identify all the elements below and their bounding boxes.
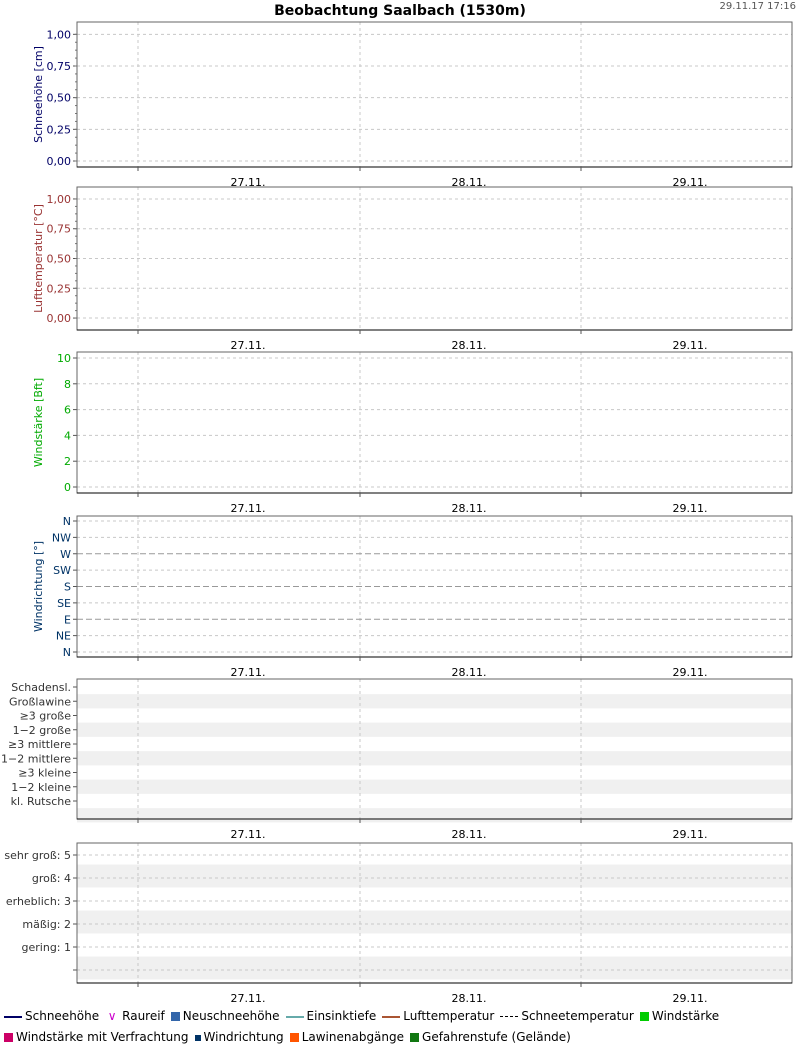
legend-label: Schneehöhe — [25, 1009, 100, 1023]
legend-label: Gefahrenstufe (Gelände) — [422, 1030, 571, 1044]
legend-dash-icon — [500, 1016, 518, 1017]
legend-label: Lufttemperatur — [403, 1009, 495, 1023]
y-axis-title: Windrichtung [°] — [32, 540, 45, 633]
y-tick-label: Großlawine — [8, 695, 71, 709]
y-axis-title: Schneehöhe [cm] — [32, 46, 45, 143]
y-tick-label: 0,25 — [46, 282, 71, 296]
y-tick-label: gering: 1 — [21, 941, 71, 954]
y-tick-label: 6 — [64, 403, 71, 417]
y-tick-label: 1−2 kleine — [11, 780, 71, 794]
y-tick-label: SW — [53, 564, 71, 578]
legend-item — [640, 1006, 719, 1027]
legend-square-icon — [171, 1012, 180, 1021]
y-tick-label: erheblich: 3 — [5, 895, 71, 908]
band-row — [77, 694, 792, 708]
legend-label: Windrichtung — [203, 1030, 284, 1044]
legend-v-icon: ∨ — [107, 1009, 117, 1023]
y-tick-label: W — [60, 547, 71, 561]
legend-square-icon — [410, 1033, 419, 1042]
x-tick-label: 29.11. — [672, 339, 708, 352]
y-tick-label: 1,00 — [46, 28, 71, 42]
legend-label: Neuschneehöhe — [182, 1009, 280, 1023]
y-tick-label: 0,75 — [46, 222, 71, 236]
legend-label: Windstärke mit Verfrachtung — [16, 1030, 189, 1044]
y-tick-label: 2 — [64, 455, 71, 469]
y-tick-label: 4 — [64, 429, 71, 443]
legend-label: Einsinktiefe — [306, 1009, 377, 1023]
y-tick-label: 0,25 — [46, 123, 71, 137]
legend-line-icon — [286, 1016, 304, 1018]
legend — [4, 1006, 796, 1048]
legend-square-icon — [290, 1033, 299, 1042]
y-tick-label: NE — [55, 629, 71, 643]
band-row — [77, 865, 792, 888]
band-row — [77, 808, 792, 822]
y-tick-label: SE — [57, 596, 71, 610]
y-tick-label: 0,00 — [46, 155, 71, 168]
y-tick-label: 0 — [64, 481, 71, 494]
legend-item — [382, 1006, 494, 1027]
y-tick-label: 8 — [64, 377, 71, 391]
y-tick-label: 1−2 mittlere — [1, 752, 71, 766]
y-tick-label: N — [62, 515, 71, 528]
x-tick-label: 29.11. — [672, 828, 708, 841]
y-tick-label: 10 — [57, 352, 71, 365]
band-row — [77, 957, 792, 980]
y-tick-label: 1−2 große — [12, 723, 71, 737]
y-tick-label: N — [62, 646, 71, 659]
y-tick-label: ≥3 mittlere — [8, 738, 71, 751]
legend-label: Lawinenabgänge — [301, 1030, 405, 1044]
band-row — [77, 751, 792, 765]
y-tick-label: groß: 4 — [31, 872, 71, 885]
y-tick-label: E — [64, 613, 71, 627]
x-tick-label: 27.11. — [230, 176, 266, 189]
legend-square-icon — [4, 1033, 13, 1042]
legend-label: Schneetemperatur — [521, 1009, 634, 1023]
x-tick-label: 29.11. — [672, 502, 708, 515]
x-tick-label: 29.11. — [672, 176, 708, 189]
legend-item — [286, 1006, 377, 1027]
legend-item — [171, 1006, 280, 1027]
legend-item — [105, 1006, 165, 1027]
plot-frame — [77, 352, 792, 493]
x-tick-label: 28.11. — [451, 828, 487, 841]
band-row — [77, 911, 792, 934]
y-tick-label: ≥3 große — [19, 709, 71, 723]
x-tick-label: 29.11. — [672, 666, 708, 679]
x-tick-label: 28.11. — [451, 176, 487, 189]
x-tick-label: 28.11. — [451, 502, 487, 515]
plot-frame — [77, 22, 792, 167]
y-tick-label: sehr groß: 5 — [4, 849, 71, 862]
band-row — [77, 780, 792, 794]
y-tick-label: Schadensl. — [11, 681, 71, 694]
chart-title: Beobachtung Saalbach (1530m) — [274, 3, 526, 19]
x-tick-label: 27.11. — [230, 828, 266, 841]
legend-item — [290, 1027, 404, 1048]
y-tick-label: kl. Rutsche — [10, 795, 71, 808]
y-tick-label: 0,00 — [46, 312, 71, 326]
legend-item — [195, 1027, 284, 1048]
y-tick-label: 0,75 — [46, 60, 71, 73]
y-axis-title: Lufttemperatur [°C] — [32, 204, 45, 313]
x-tick-label: 29.11. — [672, 992, 708, 1005]
legend-square-icon — [195, 1035, 201, 1041]
legend-item — [4, 1027, 189, 1048]
x-tick-label: 27.11. — [230, 992, 266, 1005]
y-axis-title: Windstärke [Bft] — [32, 377, 45, 468]
legend-line-icon — [382, 1016, 400, 1018]
x-tick-label: 27.11. — [230, 666, 266, 679]
band-row — [77, 723, 792, 737]
x-tick-label: 28.11. — [451, 666, 487, 679]
x-tick-label: 28.11. — [451, 992, 487, 1005]
y-tick-label: mäßig: 2 — [22, 918, 71, 931]
x-tick-label: 27.11. — [230, 502, 266, 515]
legend-item — [500, 1006, 634, 1027]
legend-item — [4, 1006, 99, 1027]
legend-square-icon — [640, 1012, 649, 1021]
legend-label: Raureif — [122, 1009, 165, 1023]
y-tick-label: 1,00 — [46, 192, 71, 206]
timestamp: 29.11.17 17:16 — [719, 1, 796, 12]
y-tick-label: 0,50 — [46, 91, 71, 105]
y-tick-label: NW — [51, 531, 71, 545]
y-tick-label: ≥3 kleine — [18, 766, 71, 780]
x-tick-label: 27.11. — [230, 339, 266, 352]
y-tick-label: 0,50 — [46, 252, 71, 266]
legend-line-icon — [4, 1016, 22, 1018]
legend-item — [410, 1027, 571, 1048]
legend-label: Windstärke — [651, 1009, 720, 1023]
x-tick-label: 28.11. — [451, 339, 487, 352]
y-tick-label: S — [64, 580, 71, 594]
